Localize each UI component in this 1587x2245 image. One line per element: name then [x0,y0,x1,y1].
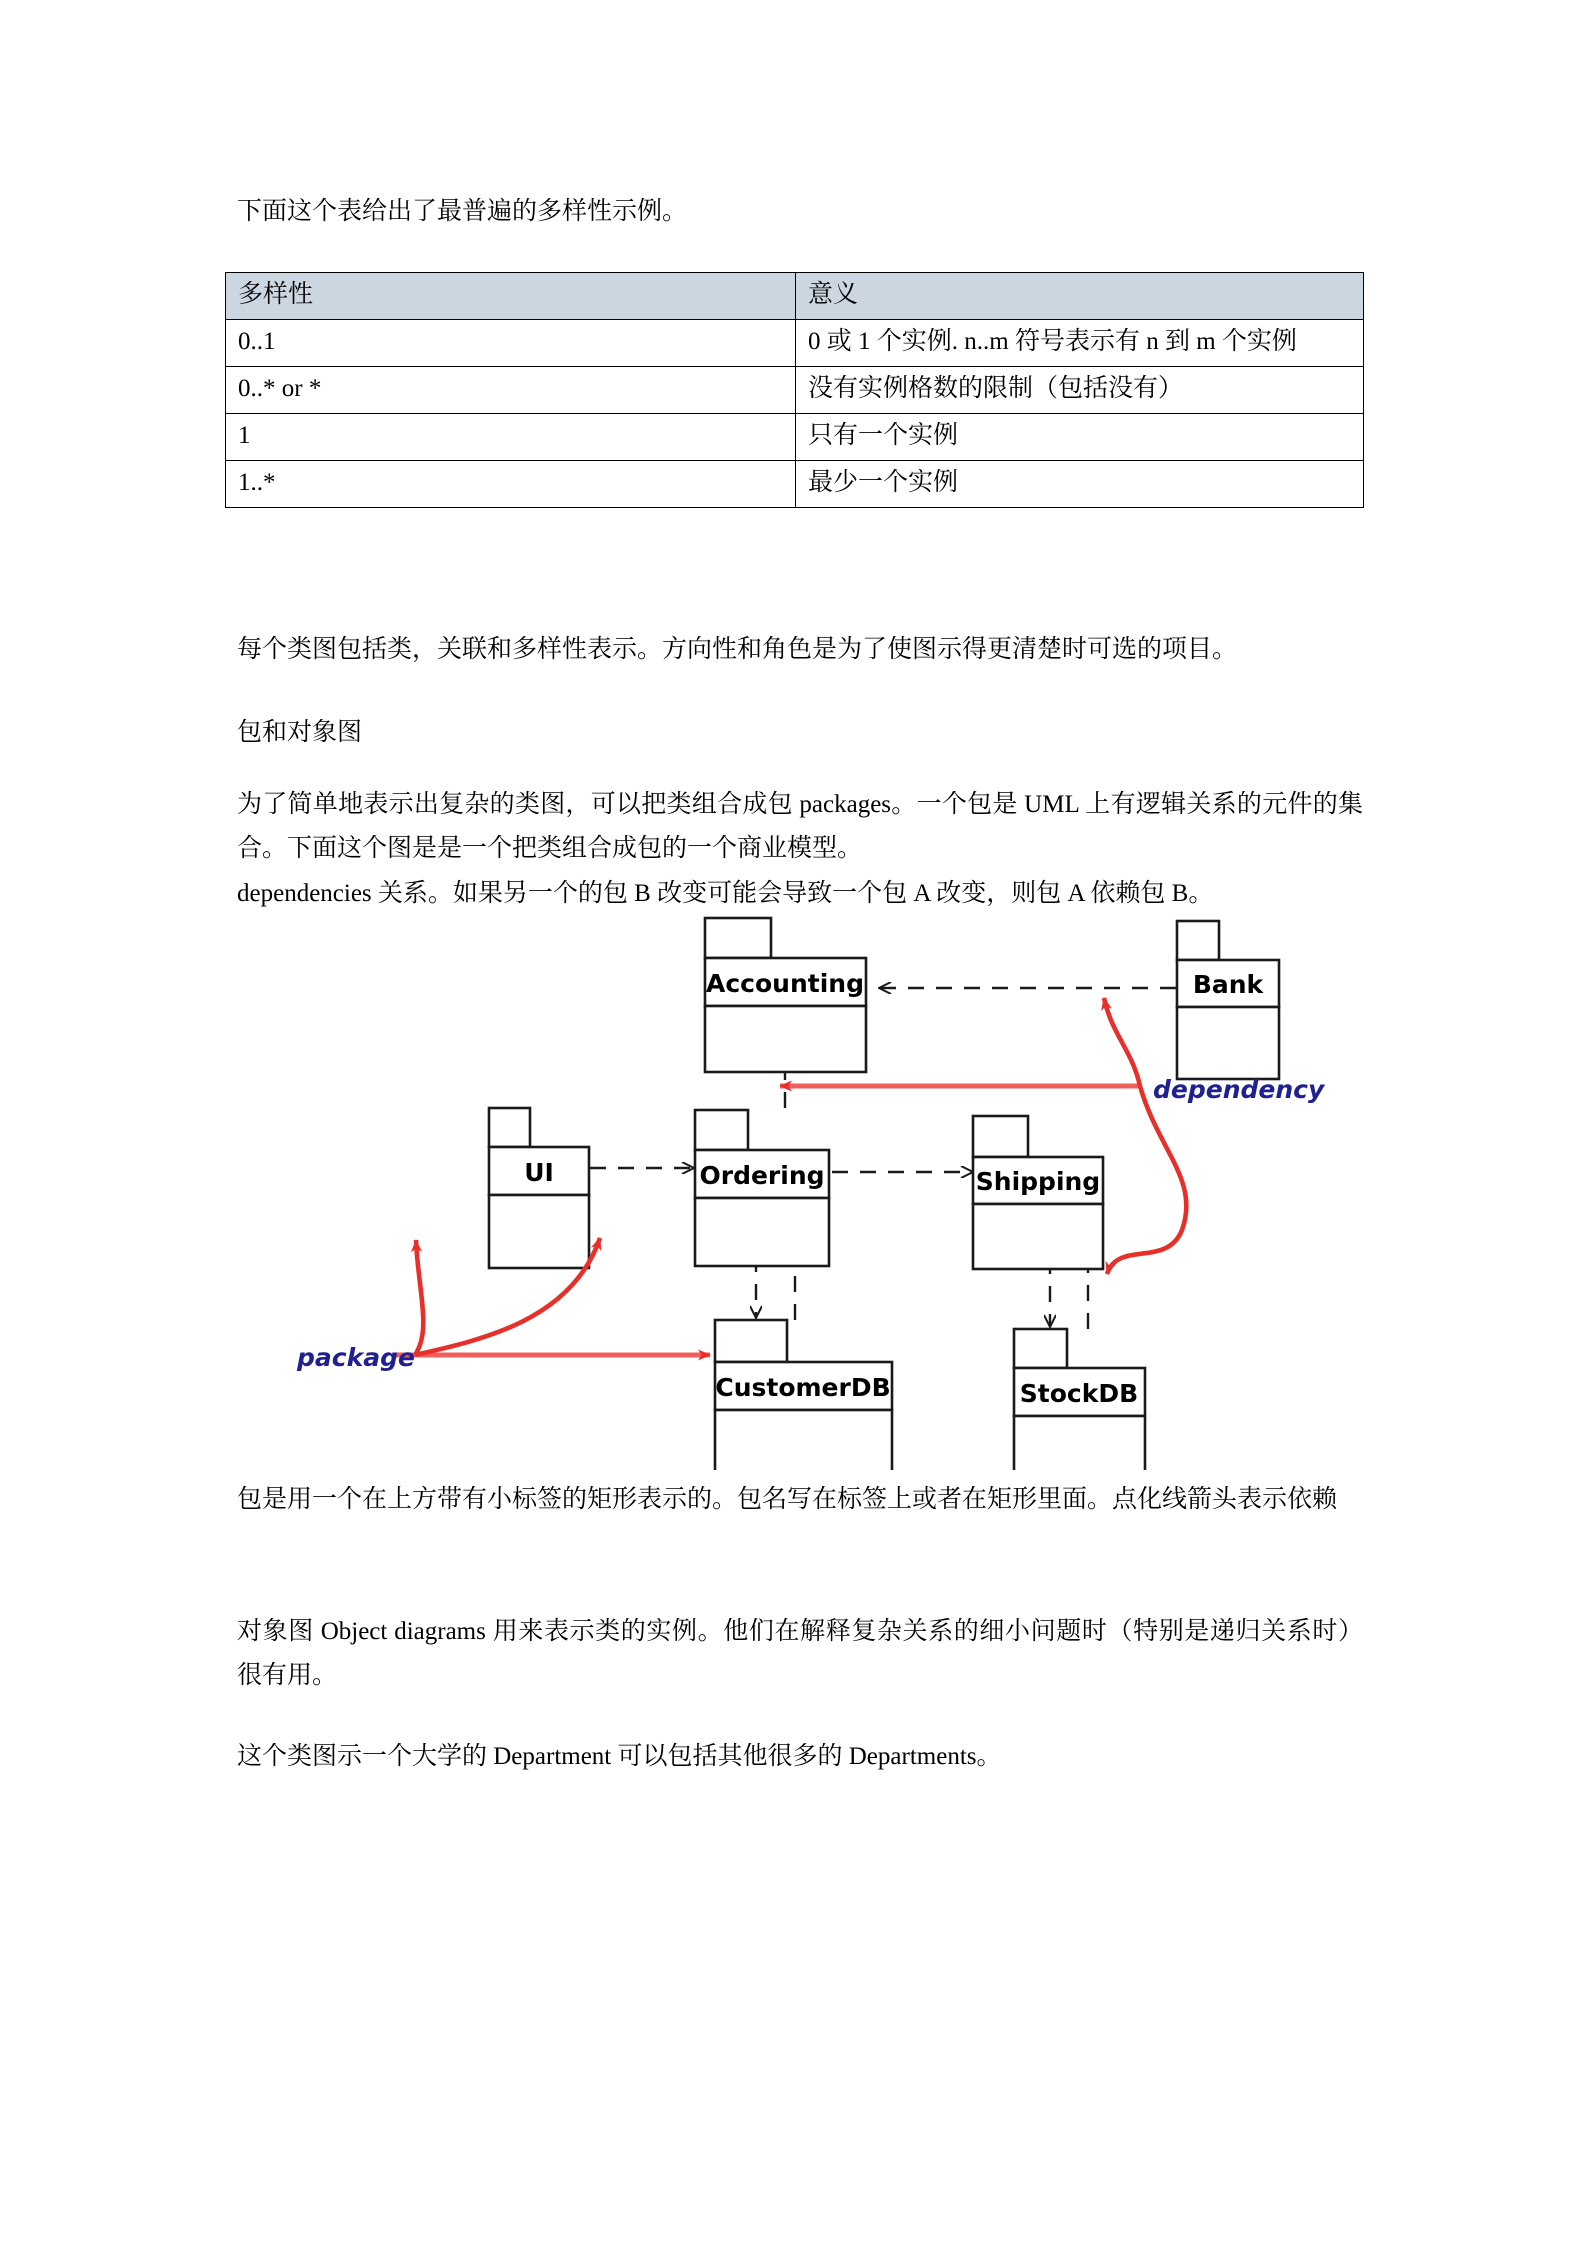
dependency-arrow-up [1104,998,1140,1086]
package-ui [489,1108,589,1268]
table-cell-meaning: 0 或 1 个实例. n..m 符号表示有 n 到 m 个实例 [796,320,1364,367]
table-row [226,367,1364,414]
table-row [226,320,1364,367]
table-cell-meaning: 最少一个实例 [796,461,1364,508]
table-header-multiplicity: 多样性 [226,273,796,320]
package-shipping [973,1116,1103,1269]
table-header-meaning: 意义 [796,273,1364,320]
package-label-customerdb: CustomerDB [715,1373,891,1402]
table-cell-multiplicity: 0..1 [226,320,796,367]
paragraph-after-table: 每个类图包括类，关联和多样性表示。方向性和角色是为了使图示得更清楚时可选的项目。 [237,636,1238,663]
package-ordering [695,1110,829,1266]
table-cell-multiplicity: 1 [226,414,796,461]
paragraph-below-diagram-2: 对象图 Object diagrams 用来表示类的实例。他们在解释复杂关系的细小问题时（特别是递归关系时）很有用。 [237,1618,1363,1689]
package-label-shipping: Shipping [975,1167,1101,1196]
package-label-accounting: Accounting [706,969,864,998]
uml-package-diagram [232,900,1332,1470]
paragraph-dependencies: dependencies 关系。如果另一个的包 B 改变可能会导致一个包 A 改变，则包 A 依赖包 B。 [237,880,1214,907]
table-cell-multiplicity: 0..* or * [226,367,796,414]
package-accounting [705,918,866,1072]
paragraph-below-diagram-1: 包是用一个在上方带有小标签的矩形表示的。包名写在标签上或者在矩形里面。点化线箭头表示依赖 [237,1486,1338,1513]
table-header-row [226,273,1364,320]
section-heading: 包和对象图 [237,719,363,746]
package-stockdb [1014,1329,1145,1470]
dependency-annotation-label: dependency [1153,1075,1325,1104]
table-cell-multiplicity: 1..* [226,461,796,508]
table-cell-meaning: 没有实例格数的限制（包括没有） [796,367,1364,414]
package-customerdb [715,1320,892,1470]
table-cell-meaning: 只有一个实例 [796,414,1364,461]
intro-paragraph: 下面这个表给出了最普遍的多样性示例。 [237,198,688,225]
table-row [226,414,1364,461]
package-label-bank: Bank [1192,970,1264,999]
package-label-ordering: Ordering [699,1161,825,1190]
paragraph-packages: 为了简单地表示出复杂的类图，可以把类组合成包 packages。一个包是 UML 上有逻辑关系的元件的集合。下面这个图是是一个把类组合成包的一个商业模型。 [237,791,1363,862]
paragraph-below-diagram-3: 这个类图示一个大学的 Department 可以包括其他很多的 Departments。 [237,1743,1002,1770]
package-label-ui: UI [524,1158,554,1187]
package-bank [1177,921,1279,1079]
package-label-stockdb: StockDB [1019,1379,1139,1408]
table-row [226,461,1364,508]
multiplicity-table [225,272,1364,508]
dependency-arrow-down [1107,1086,1186,1274]
package-arrow-to-ui [415,1240,423,1355]
package-annotation-label: package [297,1343,415,1372]
